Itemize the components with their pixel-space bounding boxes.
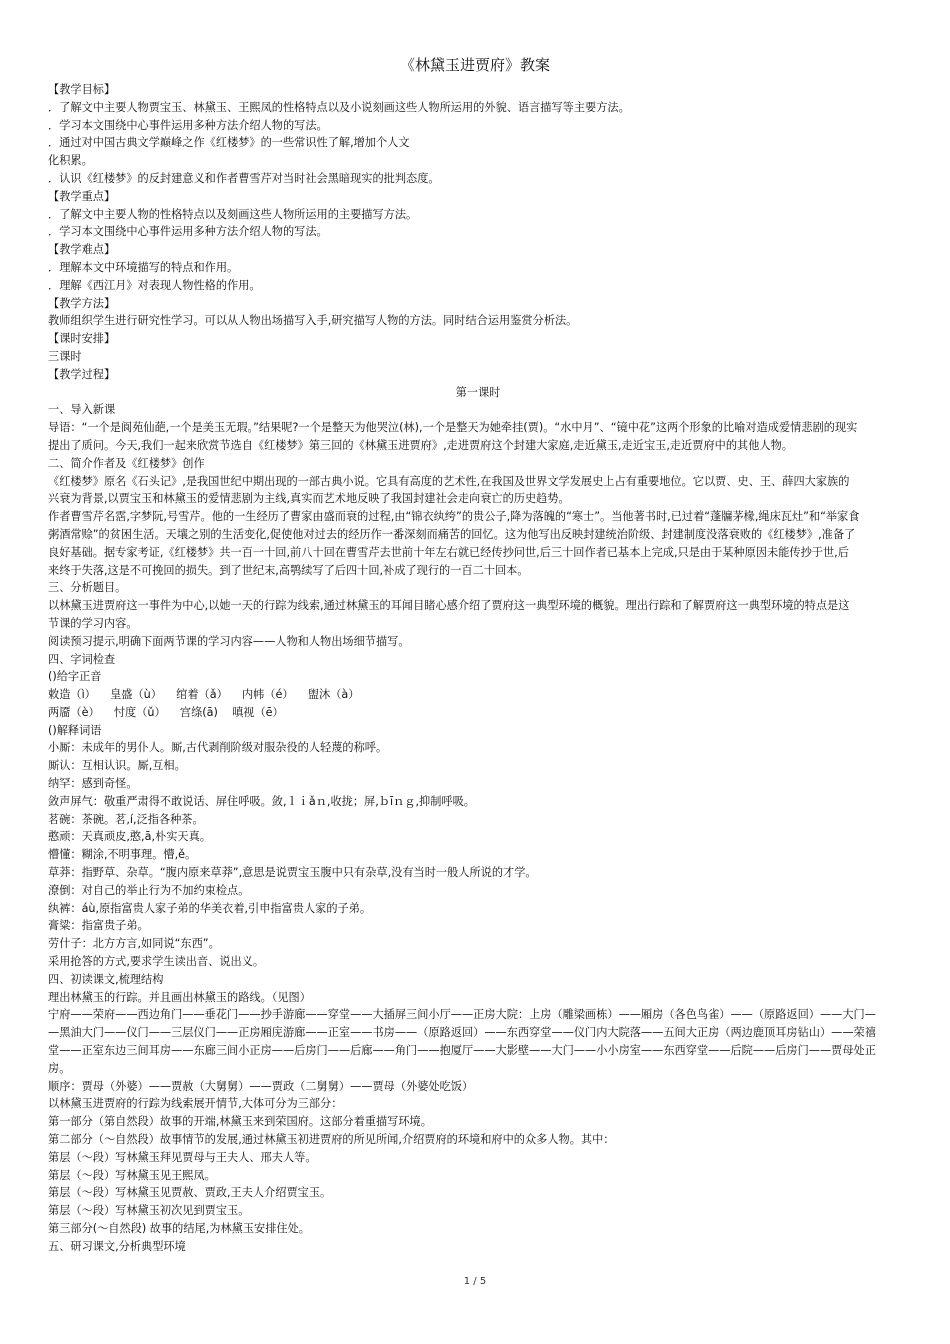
text-line: 四、字词检查 <box>48 652 116 666</box>
document-title: 《林黛玉进贾府》教案 <box>399 56 550 74</box>
text-line: 敕造（ì） 皇盛（ù） 绾着（ǎ） 内帏（é） 盥沐（à） <box>48 688 360 702</box>
text-line: 【教学方法】 <box>48 296 116 310</box>
text-line: 顺序：贾母（外婆）——贾赦（大舅舅）——贾政（二舅舅）——贾母（外婆处吃饭） <box>48 1079 474 1093</box>
text-line: 敛声屏气：敬重严肃得不敢说话、屏住呼吸。敛,ｌｉǎｎ,收拢；屏,ｂīｎｇ,抑制呼吸。 <box>48 794 475 808</box>
text-line: 纳罕：感到奇怪。 <box>48 777 138 791</box>
text-line: 五、研习课文,分析典型环境 <box>48 1239 186 1253</box>
text-line: 良好基础。据专家考证,《红楼梦》共一百一十回,前八十回在曹雪芹去世前十年左右就已经传抄问世,后三十回作者已基本上完成,只是由于某种原因未能传抄于世,后 <box>48 545 849 559</box>
text-line: 第一部分（第自然段）故事的开端,林黛玉来到荣国府。这部分着重描写环境。 <box>48 1115 432 1129</box>
text-line: ()给字正音 <box>48 670 102 684</box>
text-line: ．理解《西江月》对表现人物性格的作用。 <box>48 278 261 292</box>
text-line: 【教学过程】 <box>48 367 116 381</box>
text-line: 节课的学习内容。 <box>48 616 138 630</box>
text-line: 第层（～段）写林黛玉初次见到贾宝玉。 <box>48 1204 250 1218</box>
text-line: 【课时安排】 <box>48 332 116 346</box>
text-line: ．学习本文围绕中心事件运用多种方法介绍人物的写法。 <box>48 225 328 239</box>
document-body <box>48 81 908 1256</box>
text-line: 兴衰为背景,以贾宝玉和林黛玉的爱情悲剧为主线,真实而艺术地反映了我国封建社会走向衰亡的历史趋势。 <box>48 492 570 506</box>
text-line: 教师组织学生进行研究性学习。可以从人物出场描写入手,研究描写人物的方法。同时结合运用鉴赏分析法。 <box>48 314 578 328</box>
text-line: 茗碗：茶碗。茗,í,泛指各种茶。 <box>48 812 204 826</box>
text-line: ．了解文中主要人物的性格特点以及刻画这些人物所运用的主要描写方法。 <box>48 207 418 221</box>
page-indicator: 1 / 5 <box>463 1276 487 1287</box>
text-line: 堂——正室东边三间耳房——东廊三间小正房——后房门——后廊——角门——抱厦厅——大影壁——大门——小小房室——东西穿堂——后院——后房门——贾母处正 <box>48 1044 876 1058</box>
text-line: ()解释词语 <box>48 723 102 737</box>
text-line: 【教学目标】 <box>48 83 116 96</box>
text-line: 粥酒常赊”的贫困生活。天壤之别的生活变化,促使他对过去的经历作一番深刻而痛苦的回忆。这为他写出反映封建统治阶级、封建制度没落衰败的《红楼梦》,准备了 <box>48 527 856 541</box>
text-line: 以林黛玉进贾府这一事件为中心,以她一天的行踪为线索,通过林黛玉的耳闻目睹心感介绍了贾府这一典型环境的概貌。理出行踪和了解贾府这一典型环境的特点是这 <box>48 599 850 613</box>
text-line: 潦倒：对自己的举止行为不加约束检点。 <box>48 883 250 897</box>
text-line: 【教学难点】 <box>48 243 116 257</box>
text-line: 以林黛玉进贾府的行踪为线索展开情节,大体可分为三部分： <box>48 1097 343 1111</box>
text-line: 采用抢答的方式,要求学生读出音、说出义。 <box>48 955 265 969</box>
text-line: 草莽：指野草、杂草。“腹内原来草莽”,意思是说贾宝玉腹中只有杂草,没有当时一般人所说的才学。 <box>48 866 537 880</box>
text-line: 阅读预习提示,明确下面两节课的学习内容——人物和人物出场细节描写。 <box>48 634 410 648</box>
text-line: 房。 <box>48 1061 71 1075</box>
text-line: 两靥（è） 忖度（ǔ） 宫绦(ā) 嗔视（ē） <box>48 705 284 719</box>
text-line: 提出了质问。今天,我们一起来欣赏节选自《红楼梦》第三回的《林黛玉进贾府》,走进贾府这个封建大家庭,走近黛玉,走近宝玉,走近贾府中的其他人物。 <box>48 438 793 452</box>
text-line: ．了解文中主要人物贾宝玉、林黛玉、王熙凤的性格特点以及小说刻画这些人物所运用的外貌、语言描写等主要方法。 <box>48 100 630 114</box>
text-line: 作者曹雪芹名霑,字梦阮,号雪芹。他的一生经历了曹家由盛而衰的过程,由“锦衣纨绔”的贵公子,降为落魄的“寒士”。当他著书时,已过着“蓬牖茅椽,绳床瓦灶”和“举家食 <box>48 510 860 524</box>
text-line: 宁府——荣府——西边角门——垂花门——抄手游廊——穿堂——大插屏三间小厅——正房大院：上房（雕梁画栋）——厢房（各色鸟雀）——（原路返回）——大门— <box>48 1008 876 1022</box>
text-line: 《红楼梦》原名《石头记》,是我国世纪中期出现的一部古典小说。它具有高度的艺术性,在我国及世界文学发展史上占有重要地位。它以贾、史、王、薛四大家族的 <box>48 474 850 488</box>
text-line: 理出林黛玉的行踪。并且画出林黛玉的路线。（见图） <box>48 990 311 1004</box>
text-line: 【教学重点】 <box>48 189 116 203</box>
text-line: 一、导入新课 <box>48 403 116 417</box>
text-line: 导语：“一个是阆苑仙葩,一个是美玉无瑕。”结果呢?一个是整天为他哭泣(林),一个是整天为她牵挂(贾)。“水中月”、“镜中花”这两个形象的比喻对造成爱情悲剧的现实 <box>48 421 858 435</box>
text-line: ．通过对中国古典文学巅峰之作《红楼梦》的一些常识性了解,增加个人文 <box>48 136 410 150</box>
text-line: 三课时 <box>48 349 82 363</box>
text-line: 懵懂：糊涂,不明事理。懵,ě。 <box>48 848 197 862</box>
text-line: ．认识《红楼梦》的反封建意义和作者曹雪芹对当时社会黑暗现实的批判态度。 <box>48 171 440 185</box>
text-line: 二、简介作者及《红楼梦》创作 <box>48 456 205 470</box>
text-line: 四、初读课文,梳理结构 <box>48 972 164 986</box>
text-line: 第层（～段）写林黛玉拜见贾母与王夫人、邢夫人等。 <box>48 1150 317 1164</box>
text-line: ．理解本文中环境描写的特点和作用。 <box>48 260 239 274</box>
text-line: 三、分析题目。 <box>48 581 127 595</box>
text-line: 劳什子：北方方言,如同说“东西”。 <box>48 937 220 951</box>
text-line: 第三部分(～自然段) 故事的结尾,为林黛玉安排住处。 <box>48 1222 310 1235</box>
text-line: 第二部分（～自然段）故事情节的发展,通过林黛玉初进贾府的所见所闻,介绍贾府的环境和府中的众多人物。其中： <box>48 1133 615 1147</box>
text-line: 第层（～段）写林黛玉见王熙凤。 <box>48 1168 216 1182</box>
text-line: ．学习本文围绕中心事件运用多种方法介绍人物的写法。 <box>48 118 328 132</box>
text-line: —黑油大门——仪门——三层仪门——正房厢庑游廊——正室——书房——（原路返回）——东西穿堂——仪门内大院落——五间大正房（两边鹿顶耳房钻山）——荣禧 <box>48 1026 876 1040</box>
text-line: 化积累。 <box>48 154 93 168</box>
text-line: 憨顽：天真顽皮,憨,ā,朴实天真。 <box>48 830 211 844</box>
text-line: 厮认：互相认识。厮,互相。 <box>48 759 186 773</box>
text-line: 膏粱：指富贵子弟。 <box>48 919 149 933</box>
text-line: 小厮：未成年的男仆人。厮,古代剥削阶级对服杂役的人轻蔑的称呼。 <box>48 741 388 755</box>
text-line: 第层（～段）写林黛玉见贾赦、贾政,王夫人介绍贾宝玉。 <box>48 1186 332 1200</box>
text-line: 来终于失落,这是不可挽回的损失。到了世纪末,高鹗续写了后四十回,补成了现行的一百二十回本。 <box>48 563 529 577</box>
text-line: 纨裤：áù,原指富贵人家子弟的华美衣着,引申指富贵人家的子弟。 <box>48 901 372 915</box>
text-line: 第一课时 <box>455 385 501 399</box>
